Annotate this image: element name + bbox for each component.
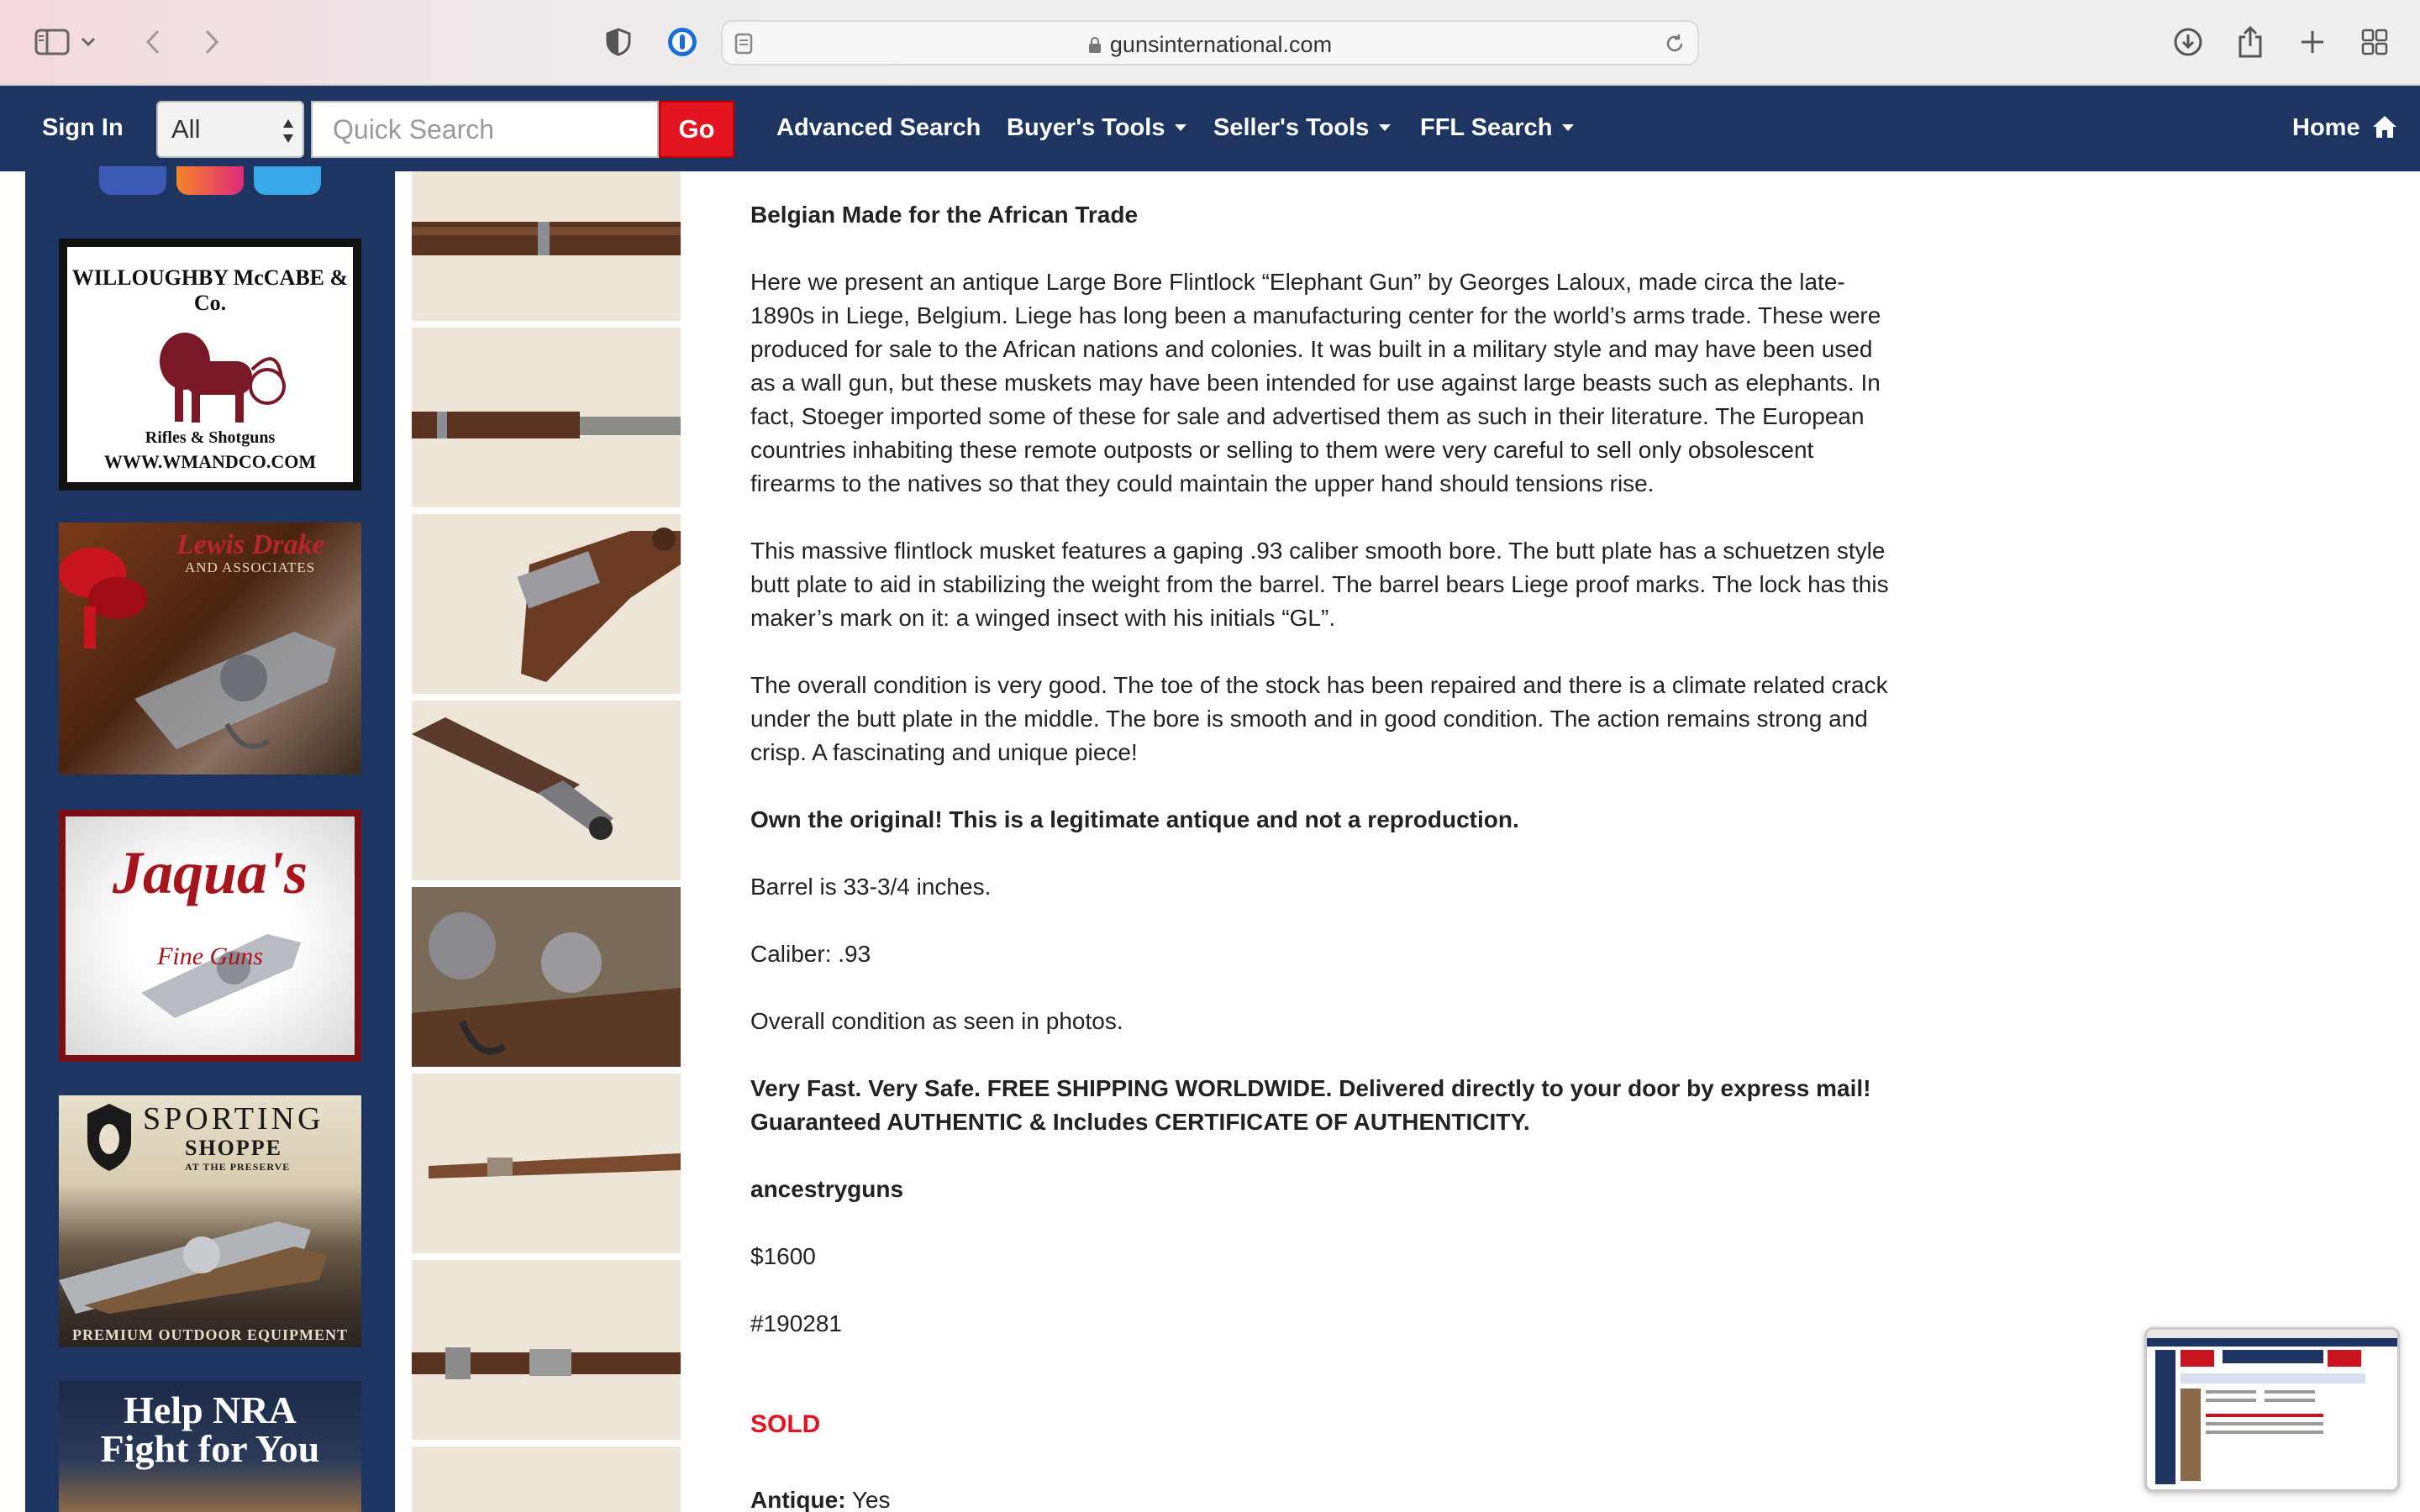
ad-brand: WILLOUGHBY McCABE & Co.: [71, 265, 349, 315]
browser-toolbar: [0, 0, 2420, 86]
thumbnail-image[interactable]: [412, 328, 681, 507]
caret-down-icon: [1379, 124, 1391, 131]
tab-overview-icon[interactable]: [2354, 22, 2395, 62]
ad-tagline: AT THE PRESERVE: [185, 1161, 291, 1173]
ad-willoughby-mccabe[interactable]: [59, 239, 361, 491]
home-link[interactable]: [2292, 114, 2397, 142]
ad-sporting-shoppe[interactable]: [59, 1095, 361, 1347]
caret-down-icon: [1175, 124, 1186, 131]
share-icon[interactable]: [2230, 22, 2270, 62]
ad-brand: Help NRA: [124, 1389, 297, 1431]
shotguns-image: [59, 1188, 361, 1314]
new-tab-icon[interactable]: [2292, 22, 2333, 62]
ad-subtitle: Fight for You: [100, 1427, 320, 1470]
listing-heading: Belgian Made for the African Trade: [750, 202, 1139, 228]
thumbnail-image[interactable]: [412, 514, 681, 694]
sidebar-toggle-icon[interactable]: [32, 22, 72, 62]
authenticity-note: Own the original! This is a legitimate antique and not a reproduction.: [750, 806, 1519, 832]
listing-description: [750, 198, 1893, 1512]
ad-brand: Lewis Drake: [176, 529, 325, 560]
url-text: gunsinternational.com: [1109, 32, 1333, 57]
screenshot-preview-thumbnail[interactable]: [2144, 1327, 2400, 1492]
ad-help-nra[interactable]: [59, 1381, 361, 1512]
description-paragraph: This massive flintlock musket features a gaping .93 caliber smooth bore. The butt plate has a schuetzen style butt plate to aid in stabilizing the weight from the barrel. The barrel bears Liege proof marks. The lock has this maker’s mark on it: a winged insect with his initials “GL”.: [750, 538, 1889, 631]
ad-brand: Jaqua's: [112, 839, 308, 906]
description-paragraph: The overall condition is very good. The toe of the stock has been repaired and there is a climate related crack under the butt plate in the middle. The bore is smooth and in good condition. The action remains strong and crisp. A fascinating and unique piece!: [750, 672, 1888, 765]
sign-in-link[interactable]: Sign In: [42, 114, 124, 141]
lock-icon: [1088, 37, 1102, 54]
shipping-note-2: Guaranteed AUTHENTIC & Includes CERTIFICATE OF AUTHENTICITY.: [750, 1109, 1530, 1135]
ffl-search-label: FFL Search: [1420, 114, 1553, 141]
ad-subtitle: Fine Guns: [157, 942, 263, 970]
ad-website: WWW.WMANDCO.COM: [103, 451, 317, 472]
thumbnail-image[interactable]: [412, 171, 681, 321]
home-label: Home: [2292, 114, 2360, 141]
chevron-down-icon[interactable]: [76, 22, 101, 62]
download-icon[interactable]: [2168, 22, 2208, 62]
price: $1600: [750, 1243, 816, 1269]
thumbnail-image[interactable]: [412, 887, 681, 1067]
category-select[interactable]: [156, 101, 304, 158]
reload-icon[interactable]: [1664, 33, 1686, 55]
ad-lewis-drake[interactable]: [59, 522, 361, 774]
ffl-search-menu[interactable]: [1420, 114, 1574, 142]
thumbnail-image[interactable]: [412, 1260, 681, 1440]
home-icon: [2372, 115, 2397, 139]
password-manager-icon[interactable]: [662, 22, 702, 62]
sidebar-ads: [25, 171, 395, 1512]
antique-value: Yes: [851, 1487, 891, 1512]
back-icon[interactable]: [133, 22, 173, 62]
pheasant-logo-icon: [84, 1102, 134, 1173]
thumbnail-image[interactable]: [412, 1074, 681, 1253]
thumbnail-image[interactable]: [412, 1446, 681, 1512]
shield-icon[interactable]: [598, 22, 639, 62]
ad-subtitle: Rifles & Shotguns: [145, 428, 276, 447]
site-navbar: [0, 86, 2420, 171]
condition-note: Overall condition as seen in photos.: [750, 1008, 1123, 1034]
ad-subtitle: SHOPPE: [185, 1136, 283, 1160]
ad-brand: SPORTING: [143, 1101, 324, 1137]
thumbnail-image[interactable]: [412, 701, 681, 880]
ad-jaquas[interactable]: [59, 810, 361, 1062]
sellers-tools-label: Seller's Tools: [1213, 114, 1370, 141]
sold-status: SOLD: [750, 1410, 821, 1438]
sellers-tools-menu[interactable]: [1213, 114, 1391, 142]
twitter-icon[interactable]: [254, 166, 321, 195]
shipping-note-1: Very Fast. Very Safe. FREE SHIPPING WORLDWIDE. Delivered directly to your door by express mail!: [750, 1075, 1871, 1101]
facebook-icon[interactable]: [99, 166, 166, 195]
seller-name: ancestryguns: [750, 1176, 904, 1202]
quick-search-input[interactable]: [311, 101, 659, 158]
ad-subtitle: AND ASSOCIATES: [185, 559, 316, 575]
barrel-length: Barrel is 33-3/4 inches.: [750, 874, 992, 900]
antique-label: Antique:: [750, 1487, 846, 1512]
advanced-search-link[interactable]: Advanced Search: [776, 114, 981, 141]
ad-footer: PREMIUM OUTDOOR EQUIPMENT: [72, 1326, 348, 1343]
category-selected-value: All: [171, 114, 201, 144]
go-button[interactable]: Go: [659, 101, 734, 158]
address-bar[interactable]: [721, 20, 1699, 66]
description-paragraph: Here we present an antique Large Bore Flintlock “Elephant Gun” by Georges Laloux, made circa the late-1890s in Liege, Belgium. Liege has long been a manufacturing center for the world’s arms trade. These were produced for sale to the African nations and colonies. It was built in a military style and may have been used as a wall gun, but these muskets may have been intended for use against large beasts such as elephants. In fact, Stoeger imported some of these for sale and advertised them as such in their literature. The European countries inhabiting these remote outposts or selling to them were very careful to sell only obsolescent firearms to the natives so that they could maintain the upper hand should tensions rise.: [750, 269, 1881, 496]
buyers-tools-label: Buyer's Tools: [1007, 114, 1165, 141]
forward-icon[interactable]: [192, 22, 232, 62]
caliber: Caliber: .93: [750, 941, 871, 967]
instagram-icon[interactable]: [176, 166, 244, 195]
item-number: #190281: [750, 1310, 843, 1336]
flintlock-image: [126, 598, 353, 766]
lion-icon: [126, 319, 294, 428]
select-arrows-icon: [282, 118, 294, 144]
caret-down-icon: [1562, 124, 1574, 131]
buyers-tools-menu[interactable]: [1007, 114, 1186, 142]
